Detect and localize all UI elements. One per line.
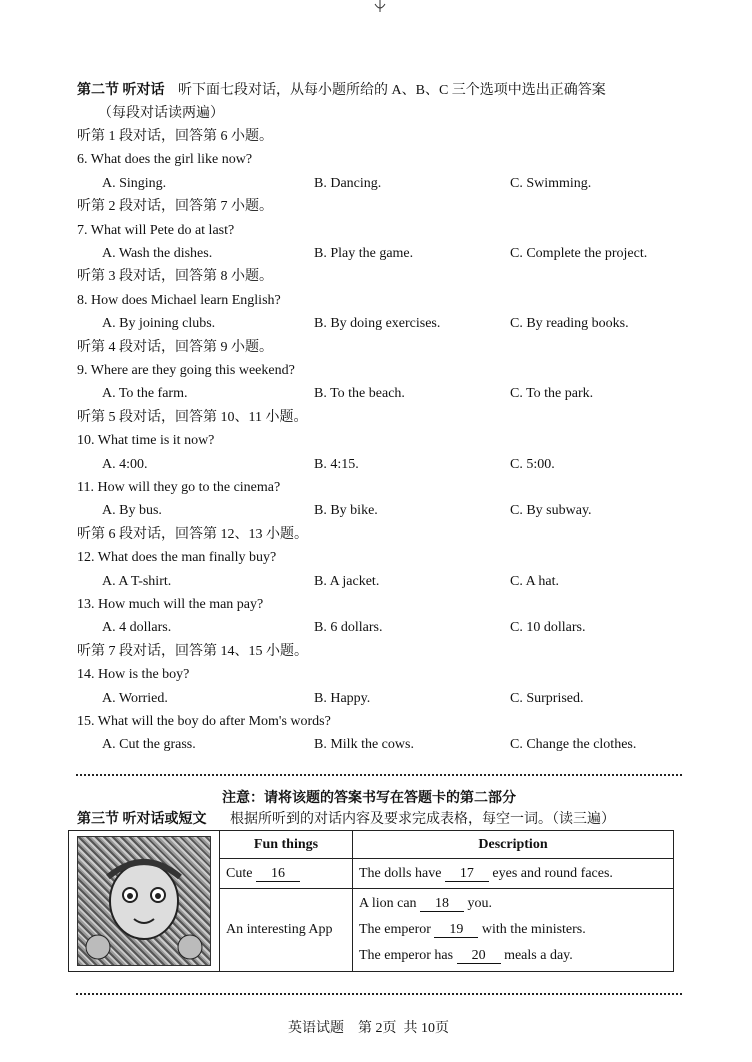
section2-instruction: 听下面七段对话，从每小题所给的 A、B、C 三个选项中选出正确答案 (178, 83, 606, 98)
option-c[interactable]: C. 5:00. (510, 456, 555, 472)
option-c[interactable]: C. Change the clothes. (510, 737, 637, 753)
row1-pre: The dolls have (359, 865, 442, 881)
option-c[interactable]: C. 10 dollars. (510, 620, 586, 636)
option-a[interactable]: A. By bus. (102, 503, 162, 519)
option-c[interactable]: C. Complete the project. (510, 246, 648, 261)
option-c[interactable]: C. A hat. (510, 573, 560, 589)
table-picture-cell (69, 831, 220, 972)
col-header-description: Description (353, 831, 674, 859)
option-b[interactable]: B. A jacket. (314, 573, 380, 589)
dialogue-intro: 听第 4 段对话，回答第 9 小题。 (77, 339, 273, 355)
row2-line3 (359, 943, 673, 969)
option-b[interactable]: B. Milk the cows. (314, 737, 414, 753)
page-footer: 英语试题 第 2页 共 10页 (288, 1021, 449, 1036)
notice: 注意：请将该题的答案书写在答题卡的第二部分 (222, 791, 516, 806)
option-a[interactable]: A. Wash the dishes. (102, 246, 213, 261)
row2-line3-pre: The emperor has (359, 948, 454, 963)
option-b[interactable]: B. Dancing. (314, 175, 382, 191)
section3-instruction: 根据所听到的对话内容及要求完成表格，每空一词。（读三遍） (230, 812, 615, 827)
option-a[interactable]: A. Cut the grass. (102, 737, 196, 753)
question-text: 12. What does the man finally buy? (77, 550, 277, 566)
option-a[interactable]: A. A T-shirt. (102, 573, 172, 589)
dialogue-intro: 听第 3 段对话，回答第 8 小题。 (77, 269, 273, 285)
dialogue-intro: 听第 6 段对话，回答第 12、13 小题。 (77, 526, 308, 542)
option-a[interactable]: A. Worried. (102, 690, 168, 706)
col-header-fun-things: Fun things (220, 831, 353, 859)
blank-20[interactable]: 20 (457, 948, 501, 964)
dialogue-intro: 听第 5 段对话，回答第 10、11 小题。 (77, 409, 308, 425)
option-c[interactable]: C. Surprised. (510, 690, 584, 706)
question-text: 10. What time is it now? (77, 433, 215, 449)
answer-table (68, 830, 674, 972)
section2-heading: 第二节 听对话 (77, 83, 165, 98)
row1-fun-thing (220, 859, 353, 889)
dotted-divider-bottom (76, 993, 682, 995)
question-text: 15. What will the boy do after Mom's words? (77, 714, 331, 729)
option-c[interactable]: C. By reading books. (510, 316, 629, 332)
row2-line2 (359, 917, 673, 943)
row1-label: Cute (226, 865, 253, 881)
option-c[interactable]: C. To the park. (510, 386, 594, 402)
section2-header (77, 82, 606, 100)
row1-description (353, 859, 674, 889)
option-b[interactable]: B. By doing exercises. (314, 316, 441, 332)
doll-face-icon (78, 837, 210, 965)
blank-17[interactable]: 17 (445, 866, 489, 882)
option-b[interactable]: B. Play the game. (314, 246, 414, 261)
dialogue-intro: 听第 7 段对话，回答第 14、15 小题。 (77, 643, 308, 659)
option-b[interactable]: B. 4:15. (314, 456, 359, 472)
option-a[interactable]: A. 4:00. (102, 456, 148, 472)
row2-line3-post: meals a day. (504, 948, 573, 963)
option-b[interactable]: B. To the beach. (314, 386, 405, 402)
row2-description (353, 889, 674, 972)
row2-line2-post: with the ministers. (481, 922, 586, 937)
dialogue-intro: 听第 2 段对话，回答第 7 小题。 (77, 199, 273, 215)
row2-line1-pre: A lion can (359, 896, 417, 911)
option-b[interactable]: B. Happy. (314, 690, 371, 706)
option-a[interactable]: A. To the farm. (102, 386, 188, 402)
binding-mark-icon (372, 0, 388, 12)
option-a[interactable]: A. 4 dollars. (102, 620, 172, 636)
option-b[interactable]: B. By bike. (314, 503, 378, 519)
question-text: 14. How is the boy? (77, 667, 190, 683)
question-text: 13. How much will the man pay? (77, 597, 264, 612)
dotted-divider (76, 774, 682, 776)
dialogue-intro: 听第 1 段对话，回答第 6 小题。 (77, 129, 273, 144)
row2-fun-thing: An interesting App (220, 889, 353, 972)
question-text: 6. What does the girl like now? (77, 152, 253, 168)
option-b[interactable]: B. 6 dollars. (314, 620, 383, 636)
cartoon-doll-image (77, 836, 211, 966)
question-text: 9. Where are they going this weekend? (77, 363, 295, 378)
question-text: 8. How does Michael learn English? (77, 292, 281, 308)
blank-16[interactable]: 16 (256, 866, 300, 882)
question-text: 11. How will they go to the cinema? (77, 480, 281, 495)
section3-heading: 第三节 听对话或短文 (77, 812, 207, 827)
section3-header (77, 811, 615, 829)
row2-line1-post: you. (467, 896, 493, 911)
option-a[interactable]: A. Singing. (102, 175, 167, 191)
option-c[interactable]: C. By subway. (510, 503, 592, 519)
option-c[interactable]: C. Swimming. (510, 175, 592, 191)
row1-post: eyes and round faces. (492, 865, 613, 881)
row2-line2-pre: The emperor (359, 922, 431, 937)
blank-18[interactable]: 18 (420, 896, 464, 912)
option-a[interactable]: A. By joining clubs. (102, 316, 216, 332)
section2-note: （每段对话读两遍） (98, 106, 224, 121)
blank-19[interactable]: 19 (434, 922, 478, 938)
row2-line1 (359, 891, 673, 917)
question-text: 7. What will Pete do at last? (77, 222, 235, 238)
